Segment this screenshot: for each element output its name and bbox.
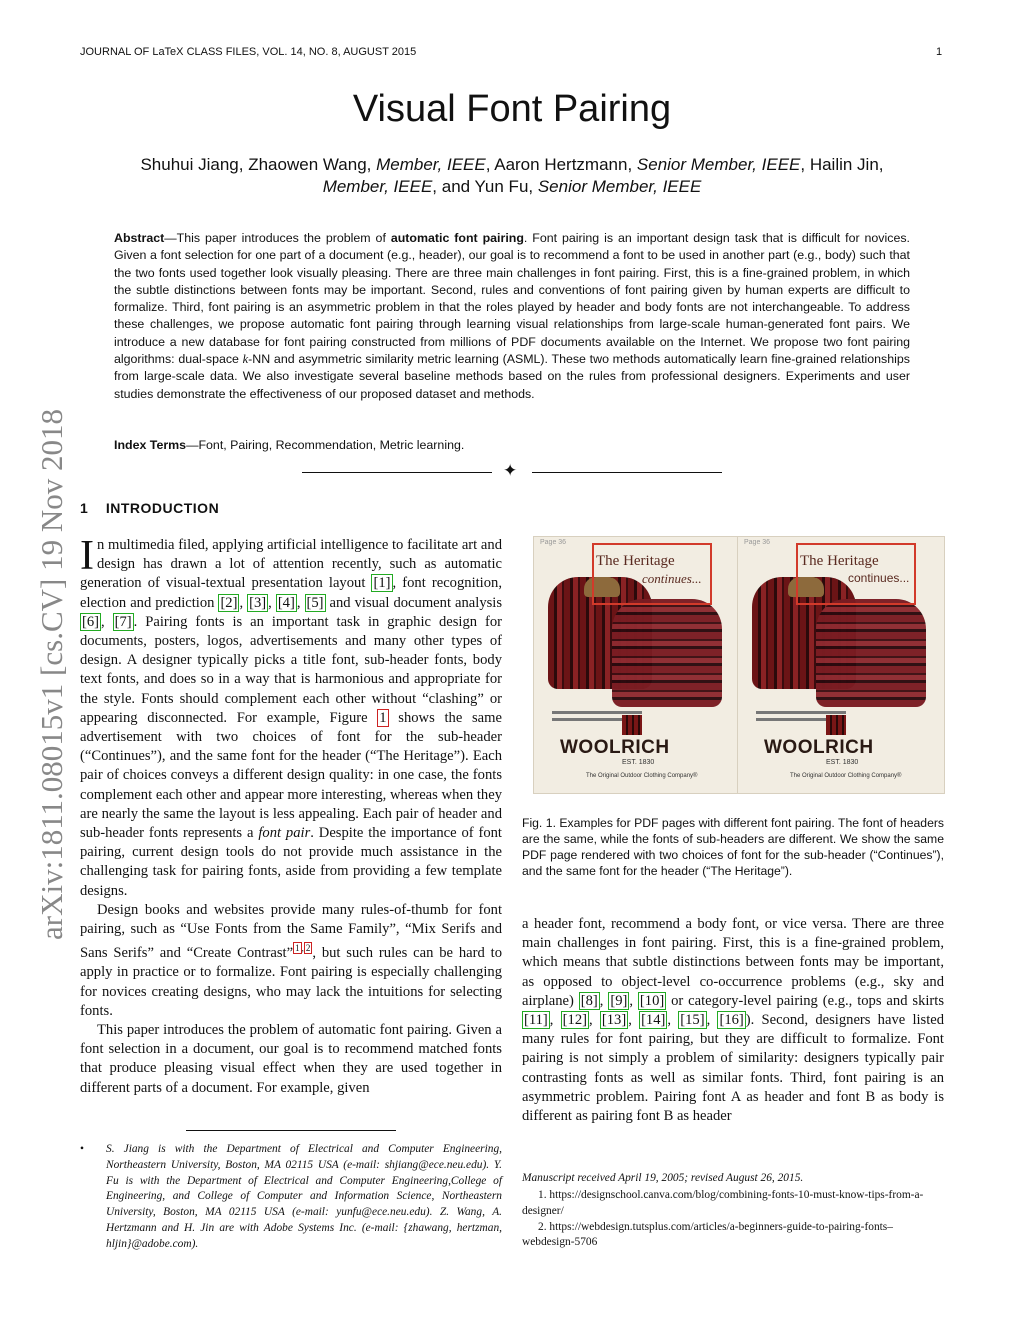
brand-logo-icon xyxy=(826,715,846,735)
footnote-2: 2. https://webdesign.tutsplus.com/articles/a-beginners-guide-to-pairing-fonts–webdesign-5706 xyxy=(522,1220,893,1249)
fine-print xyxy=(552,718,622,721)
citation-link[interactable]: [12] xyxy=(562,1012,587,1029)
brand-tagline: The Original Outdoor Clothing Company® xyxy=(790,773,902,779)
intro-right-column: a header font, recommend a body font, or vice versa. There are three main challenges in font pairing. First, this is a fine-grained problem, which means that subtle distinctions between fonts may be important, as opposed to object-level co-occurrence problems (e.g., sky and airplane) [8] , [9] , [10] or category-level pairing (e.g., tops and skirts [11] , [12] , [13] , [14] , [15] , [16] ). Second, designers have listed many rules for font pairing, but they are difficult to formalize. Font pairing is not simply a problem of similarity: designers typically pair contrasting fonts as well as similar fonts. Third, font pairing is an asymmetric problem. Pairing font A as header and font B as body is different as pairing font B as header xyxy=(522,916,945,1125)
citation-link[interactable]: [3] xyxy=(249,594,267,611)
manuscript-note: Manuscript received April 19, 2005; revised August 26, 2015. xyxy=(522,1172,804,1184)
footnote-link[interactable]: 1 xyxy=(295,943,300,954)
plaid-jacket-image xyxy=(612,599,722,707)
header-text: The Heritage xyxy=(800,553,879,569)
section-heading: 1 INTRODUCTION xyxy=(80,500,220,516)
citation-link[interactable]: [7] xyxy=(114,613,132,630)
citation-link[interactable]: [1] xyxy=(373,575,391,592)
arxiv-identifier: arXiv:1811.08015v1 [cs.CV] 19 Nov 2018 xyxy=(34,409,69,940)
intro-paragraph-1: In multimedia filed, applying artificial intelligence to facilitate art and design has drawn a lot of attention recently, such as automatic generation of visual-textual presentation layout [1] , font recognition, election and prediction [2] , [3] , [4] , [5] and visual document analysis [6] , [7] . Pairing fonts is an important task in graphic design for documents, posters, logos, advertisements and many other types of design. A designer typically picks a title font, sub-header fonts, body text fonts, and does so in a way that is harmonious and appropriate for the style. Fonts should complement each other without “clashing” or appearing disconnected. For example, Figure 1 shows the same advertisement with two choices of font for the sub-header (“Continues”), and the same font for the header (“The Heritage”). Each pair of choices conveys a different design quality: in one case, the fonts complement each other and appear more interesting, whereas when they are nearly the same the layout is less appealing. Each pair of header and sub-header fonts represents a font pair. Despite the importance of font pairing, current design tools do not provide much assistance in the challenging task for pairing fonts, aside from providing a few template designs. xyxy=(80,533,503,899)
fine-print xyxy=(756,711,846,714)
author-list: Shuhui Jiang, Zhaowen Wang, Member, IEEE, Aaron Hertzmann, Senior Member, IEEE, Hailin Jin, Member, IEEE, and Yun Fu, Senior Member, IEEE xyxy=(140,155,884,196)
citation-link[interactable]: [14] xyxy=(641,1012,666,1029)
citation-link[interactable]: [10] xyxy=(639,992,665,1009)
separator-line-right xyxy=(532,472,722,473)
brand-est: EST. 1830 xyxy=(622,759,655,766)
drop-cap: I xyxy=(80,533,94,579)
figure-page-a xyxy=(533,536,741,794)
citation-link[interactable]: [2] xyxy=(220,594,238,611)
url-footnotes xyxy=(522,1188,944,1251)
citation-link[interactable]: [15] xyxy=(680,1012,705,1029)
citation-link[interactable]: [5] xyxy=(306,594,324,611)
bullet-icon: • xyxy=(80,1143,84,1155)
footnote-rule xyxy=(186,1130,396,1131)
citation-link[interactable]: [13] xyxy=(601,1012,627,1029)
brand-tagline: The Original Outdoor Clothing Company® xyxy=(586,773,698,779)
highlight-box xyxy=(592,543,712,605)
index-terms: Index Terms—Font, Pairing, Recommendation, Metric learning. xyxy=(114,438,465,452)
citation-link[interactable]: [6] xyxy=(82,613,100,630)
plaid-jacket-image xyxy=(816,599,926,707)
footnote-1: 1. https://designschool.canva.com/blog/combining-fonts-10-must-know-tips-from-a-designer/ xyxy=(522,1189,924,1217)
citation-link[interactable]: [4] xyxy=(277,594,295,611)
footnote-link[interactable]: 2 xyxy=(305,943,311,954)
brand-logo-icon xyxy=(622,715,642,735)
intro-paragraph-2: Design books and websites provide many rules-of-thumb for font pairing, such as “Use Fonts from the Same Family”, “Mix Serifs and Sans Serifs” and “Create Contrast” $^1$ , $^2$ , but such rules can be hard to apply in practice or to formalize. Font pairing is especially challenging for novices creating designs, who may lack the intuitions for selecting fonts. xyxy=(80,901,502,1019)
intro-paragraph-3: This paper introduces the problem of automatic font pairing. Given a font selection in a document, our goal is to recommend matched fonts that produce pleasing visual effect when they are used together in different parts of a document. For example, given xyxy=(80,1021,502,1096)
running-header: JOURNAL OF LaTeX CLASS FILES, VOL. 14, NO. 8, AUGUST 2015 xyxy=(80,46,417,58)
page-label: Page 36 xyxy=(744,539,771,546)
highlight-box xyxy=(796,543,916,605)
affiliation-footnote: • S. Jiang is with the Department of Electrical and Computer Engineering, Northeastern University, Boston, MA 02115 USA (e-mail: shjiang@ece.neu.edu). Y. Fu is with the Department of Electrical and Computer Engineering,College of Engineering, and College of Computer and Information Science, Northeastern University, Boston, MA 02115 USA (e-mail: yunfu@ece.neu.edu). Z. Wang, A. Hertzmann and H. Jin are with Adobe Systems Inc. (e-mail: {zhawang, hertzman, hljin}@adobe.com). xyxy=(80,1143,502,1250)
figure-page-b xyxy=(737,536,945,794)
page-label: Page 36 xyxy=(540,539,567,546)
intro-left-column xyxy=(80,533,503,1098)
fine-print xyxy=(756,718,826,721)
separator-diamond-icon: ✦ xyxy=(503,461,518,480)
page-number: 1 xyxy=(936,46,943,58)
fine-print xyxy=(552,711,642,714)
abstract: Abstract—This paper introduces the problem of automatic font pairing. Font pairing is an important design task that is difficult for novices. Given a font selection for one part of a document (e.g., header), our goal is to recommend a font to be used in another part (e.g., body) such that the two fonts used together look visually pleasing. There are three main challenges in font pairing. First, this is a fine-grained problem, in which the subtle distinctions between fonts may be important. Second, rules and conventions of font pairing given by human experts are difficult to formalize. Third, font pairing is an asymmetric problem in that the roles played by header and body fonts are not interchangeable. To address these challenges, we propose automatic font pairing through learning visual relationships from large-scale human-generated font pairs. We introduce a new database for font pairing constructed from millions of PDF documents available on the Internet. We propose two font pairing algorithms: dual-space k-NN and asymmetric similarity metric learning (ASML). These two methods automatically learn fine-grained relationships from large-scale data. We also investigate several baseline methods based on the rules from professional designers. Experiments and user studies demonstrate the effectiveness of our proposed dataset and methods. xyxy=(114,231,910,401)
brand-name: WOOLRICH xyxy=(764,737,874,758)
header-text: The Heritage xyxy=(596,553,675,569)
arxiv-stamp xyxy=(10,0,70,1325)
figure-caption: Fig. 1. Examples for PDF pages with different font pairing. The font of headers are the same, while the fonts of sub-headers are different. We show the same PDF page rendered with two choices of font for the sub-header (“Continues”), and the same font for the header (“The Heritage”). xyxy=(522,816,944,878)
subheader-text: continues... xyxy=(848,571,910,585)
figure-link[interactable]: 1 xyxy=(379,709,387,726)
brand-est: EST. 1830 xyxy=(826,759,859,766)
citation-link[interactable]: [11] xyxy=(524,1012,548,1029)
citation-link[interactable]: [16] xyxy=(719,1012,744,1029)
subheader-text: continues... xyxy=(642,571,702,586)
citation-link[interactable]: [9] xyxy=(610,992,628,1009)
separator-line-left xyxy=(302,472,492,473)
paper-title: Visual Font Pairing xyxy=(352,88,672,130)
citation-link[interactable]: [8] xyxy=(580,992,598,1009)
brand-name: WOOLRICH xyxy=(560,737,670,758)
